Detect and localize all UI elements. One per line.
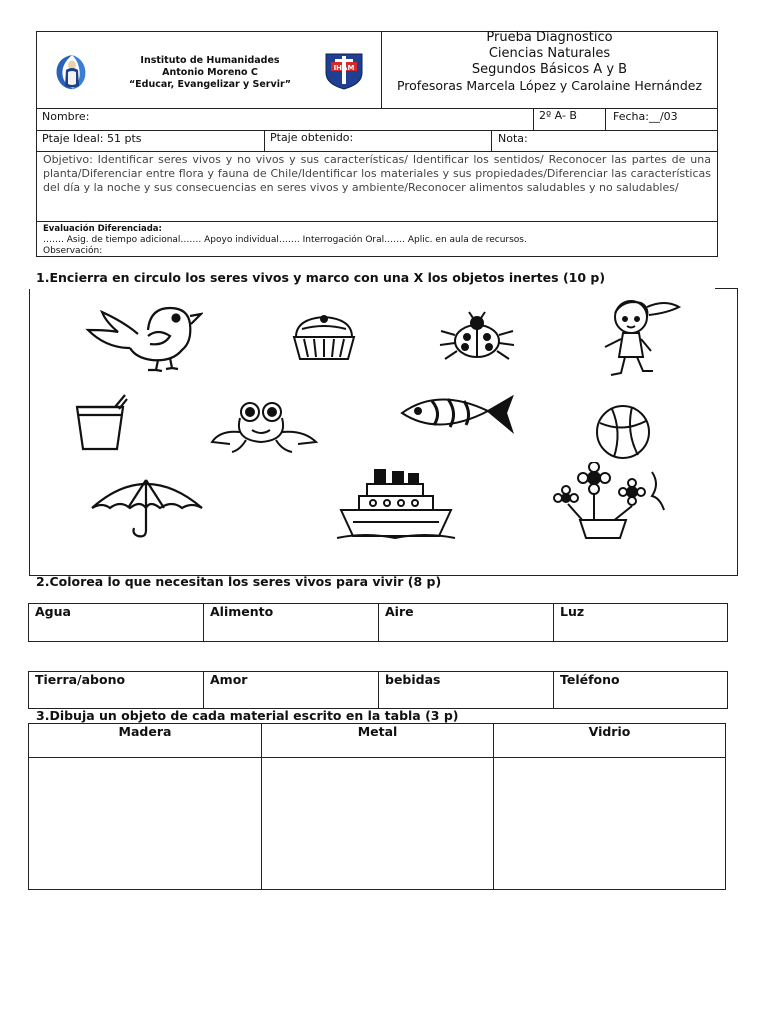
- header-vidrio: Vidrio: [494, 724, 726, 758]
- option-aire[interactable]: Aire: [379, 604, 554, 642]
- fecha-field[interactable]: Fecha:__/03: [613, 110, 678, 123]
- ptaje-ideal: Ptaje Ideal: 51 pts: [42, 132, 142, 145]
- header-metal: Metal: [262, 724, 494, 758]
- umbrella-icon[interactable]: [88, 474, 206, 540]
- flower-pot-icon[interactable]: [528, 462, 678, 542]
- svg-text:IHAM: IHAM: [333, 64, 355, 72]
- curso-cell: 2º A- B: [533, 108, 606, 131]
- option-tierra-abono[interactable]: Tierra/abono: [29, 672, 204, 709]
- girl-icon[interactable]: [593, 295, 683, 381]
- question-3-text: 3.Dibuja un objeto de cada material escrito en la tabla (3 p): [36, 708, 459, 723]
- test-title: Prueba Diagnostico Ciencias Naturales Segundos Básicos A y B Profesoras Marcela López y Carolaine Hernández: [396, 30, 703, 93]
- score-row: [36, 130, 718, 152]
- fish-icon[interactable]: [398, 391, 516, 437]
- nota-field[interactable]: Nota:: [498, 132, 528, 145]
- materials-table: [28, 723, 726, 890]
- question-1-text: 1.Encierra en circulo los seres vivos y marco con una X los objetos inertes (10 p): [36, 270, 606, 285]
- evaluacion-diferenciada: Evaluación Diferenciada: ……. Asig. de tiempo adicional……. Apoyo individual……. Interrogación Oral……. Aplic. en aula de recursos. Observación:: [36, 221, 718, 257]
- objetivo-text: Objetivo: Identificar seres vivos y no vivos y sus características/ Identificar los sentidos/ Reconocer las partes de una planta/Diferenciar entre flora y fauna de Chile/Identificar los materiales y sus propiedades/Diferenciar las características del día y la noche y sus consecuencias en seres vivos y ambiente/Reconocer alimentos saludables y no saludables/: [36, 151, 718, 222]
- option-agua[interactable]: Agua: [29, 604, 204, 642]
- drawing-cell-madera[interactable]: [29, 758, 262, 890]
- school-crest-icon: [322, 51, 366, 91]
- option-bebidas[interactable]: bebidas: [379, 672, 554, 709]
- header-madera: Madera: [29, 724, 262, 758]
- frog-icon[interactable]: [210, 400, 320, 455]
- bird-icon[interactable]: [78, 300, 203, 372]
- drawing-cell-vidrio[interactable]: [494, 758, 726, 890]
- ship-icon[interactable]: [335, 466, 457, 542]
- option-amor[interactable]: Amor: [204, 672, 379, 709]
- cupcake-icon[interactable]: [290, 313, 358, 363]
- needs-table-row-1: [28, 603, 728, 642]
- ptaje-obtenido-cell[interactable]: Ptaje obtenido:: [264, 130, 492, 152]
- drawing-cell-metal[interactable]: [262, 758, 494, 890]
- virgin-mary-icon: [52, 52, 92, 92]
- option-telefono[interactable]: Teléfono: [554, 672, 728, 709]
- institute-name: Instituto de Humanidades Antonio Moreno C “Educar, Evangelizar y Servir”: [128, 55, 292, 90]
- image-box-corner: [715, 288, 738, 289]
- ladybug-icon[interactable]: [437, 311, 517, 363]
- bucket-icon[interactable]: [71, 393, 131, 453]
- option-luz[interactable]: Luz: [554, 604, 728, 642]
- ball-icon[interactable]: [594, 403, 652, 461]
- option-alimento[interactable]: Alimento: [204, 604, 379, 642]
- student-info-row: [36, 108, 718, 131]
- nombre-field[interactable]: Nombre:: [42, 110, 90, 123]
- needs-table-row-2: [28, 671, 728, 709]
- question-2-text: 2.Colorea lo que necesitan los seres vivos para vivir (8 p): [36, 574, 442, 589]
